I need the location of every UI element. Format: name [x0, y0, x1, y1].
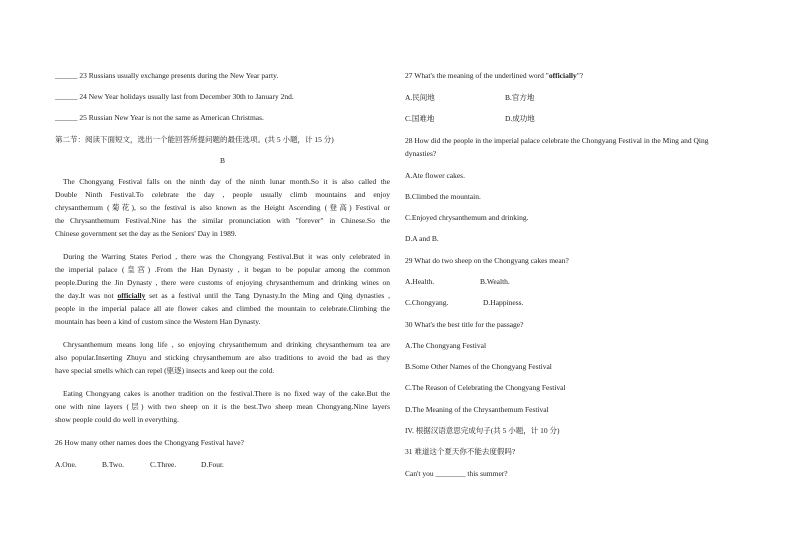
passage-line: show people could do well in everything. — [55, 415, 179, 424]
question-27-options-row1 — [405, 92, 534, 103]
underlined-word: officially — [117, 291, 146, 300]
question-27-options-row2 — [405, 113, 535, 124]
tf-item-24: ______ 24 New Year holidays usually last from December 30th to January 2nd. — [55, 92, 294, 101]
option-b: B.Wealth. — [480, 277, 510, 286]
question-26: 26 How many other names does the Chongyang Festival have? — [55, 438, 244, 447]
option-b: B.Some Other Names of the Chongyang Festival — [405, 362, 552, 371]
option-c: C.The Reason of Celebrating the Chongyang Festival — [405, 383, 566, 392]
option-a: A.One. — [55, 460, 77, 469]
question-30: 30 What's the best title for the passage? — [405, 320, 524, 329]
passage-line: have special smells which can repel (驱逐) insects and keep out the cold. — [55, 366, 275, 375]
passage-line: the Chrysanthemum Festival.Nine has the similar pronunciation with "forever" in Chinese.So the — [55, 216, 390, 225]
question-29-options-row1 — [405, 276, 510, 287]
option-d: D.The Meaning of the Chrysanthemum Festival — [405, 405, 549, 414]
option-c: C.Three. — [150, 460, 177, 469]
passage-line: also popular.Inserting Zhuyu and sticking chrysanthemum are also traditions to avoid the bad as they — [55, 353, 390, 362]
question-29-options-row2 — [405, 297, 523, 308]
question-31: 31 难道这个夏天你不能去度假吗? — [405, 447, 516, 456]
option-c: C.国难地 — [405, 114, 435, 123]
passage-line: Chinese government set the day as the Seniors' Day in 1989. — [55, 229, 237, 238]
tf-item-25: ______ 25 Russian New Year is not the same as American Christmas. — [55, 113, 264, 122]
question-text: "? — [576, 71, 584, 80]
question-28-cont: dynasties? — [405, 149, 437, 158]
question-26-options — [55, 459, 224, 470]
option-b: B.Climbed the mountain. — [405, 192, 481, 201]
option-d: D.Four. — [201, 460, 224, 469]
passage-line: one with nine layers (层) with two sheep on it is the best.Two sheep mean Chongyang.Nine layers — [55, 402, 390, 411]
option-c: C.Chongyang. — [405, 298, 449, 307]
option-d: D.Happiness. — [483, 298, 524, 307]
passage-text: the day.It was not — [55, 291, 118, 300]
passage-letter: B — [219, 156, 225, 165]
passage-line: The Chongyang Festival falls on the ninth day of the ninth lunar month.So it is also called the — [63, 177, 390, 186]
passage-line: mountain has been a kind of custom since the Western Han Dynasty. — [55, 317, 261, 326]
option-a: A.民间地 — [405, 93, 435, 102]
option-d: D.A and B. — [405, 234, 439, 243]
passage-line: people.During the Jin Dynasty , there were customs of enjoying chrysanthemum and drinking wines on — [55, 278, 390, 287]
passage-line: Eating Chongyang cakes is another tradition on the festival.There is no fixed way of the cake.But the — [63, 389, 390, 398]
question-27 — [405, 70, 583, 81]
option-a: A.The Chongyang Festival — [405, 341, 487, 350]
passage-line — [55, 290, 390, 301]
tf-item-23: ______ 23 Russians usually exchange presents during the New Year party. — [55, 71, 279, 80]
question-28: 28 How did the people in the imperial palace celebrate the Chongyang Festival in the Ming and Qing — [405, 136, 709, 145]
option-a: A.Health. — [405, 277, 435, 286]
passage-line: chrysanthemum (菊花), so the festival is also known as the Height Ascending (登高) Festival or — [55, 203, 390, 212]
option-b: B.Two. — [102, 460, 124, 469]
passage-line: Double Ninth Festival.To celebrate the day , people usually climb mountains and enjoy — [55, 190, 390, 199]
underlined-word-ref: officially — [548, 71, 577, 80]
section-header: 第二节：阅读下面短文，选出一个能回答所提问题的最佳选项。(共 5 小题，计 15 分) — [55, 135, 334, 144]
question-text: 27 What's the meaning of the underlined word " — [405, 71, 549, 80]
passage-text: set as a festival until the Tang Dynasty.In the Ming and Qing dynasties , — [145, 291, 391, 300]
passage-line: During the Warring States Period , there was the Chongyang Festival.But it was only celebrated in — [63, 252, 390, 261]
option-c: C.Enjoyed chrysanthemum and drinking. — [405, 213, 529, 222]
option-b: B.官方地 — [505, 93, 535, 102]
option-d: D.成功地 — [505, 114, 535, 123]
option-a: A.Ate flower cakes. — [405, 171, 465, 180]
passage-line: the imperial palace (皇宫) .From the Han Dynasty , it began to be popular among the common — [55, 265, 390, 274]
passage-line: people in the imperial palace all ate flower cakes and climbed the mountain to celebrate.Climbing the — [55, 304, 390, 313]
question-29: 29 What do two sheep on the Chongyang cakes mean? — [405, 256, 569, 265]
question-31-sentence: Can't you ________ this summer? — [405, 469, 508, 478]
passage-line: Chrysanthemum means long life , so enjoying chrysanthemum and drinking chrysanthemum tea are — [63, 340, 390, 349]
section-iv-header: IV. 根据汉语意思完成句子(共 5 小题，计 10 分) — [405, 426, 560, 435]
